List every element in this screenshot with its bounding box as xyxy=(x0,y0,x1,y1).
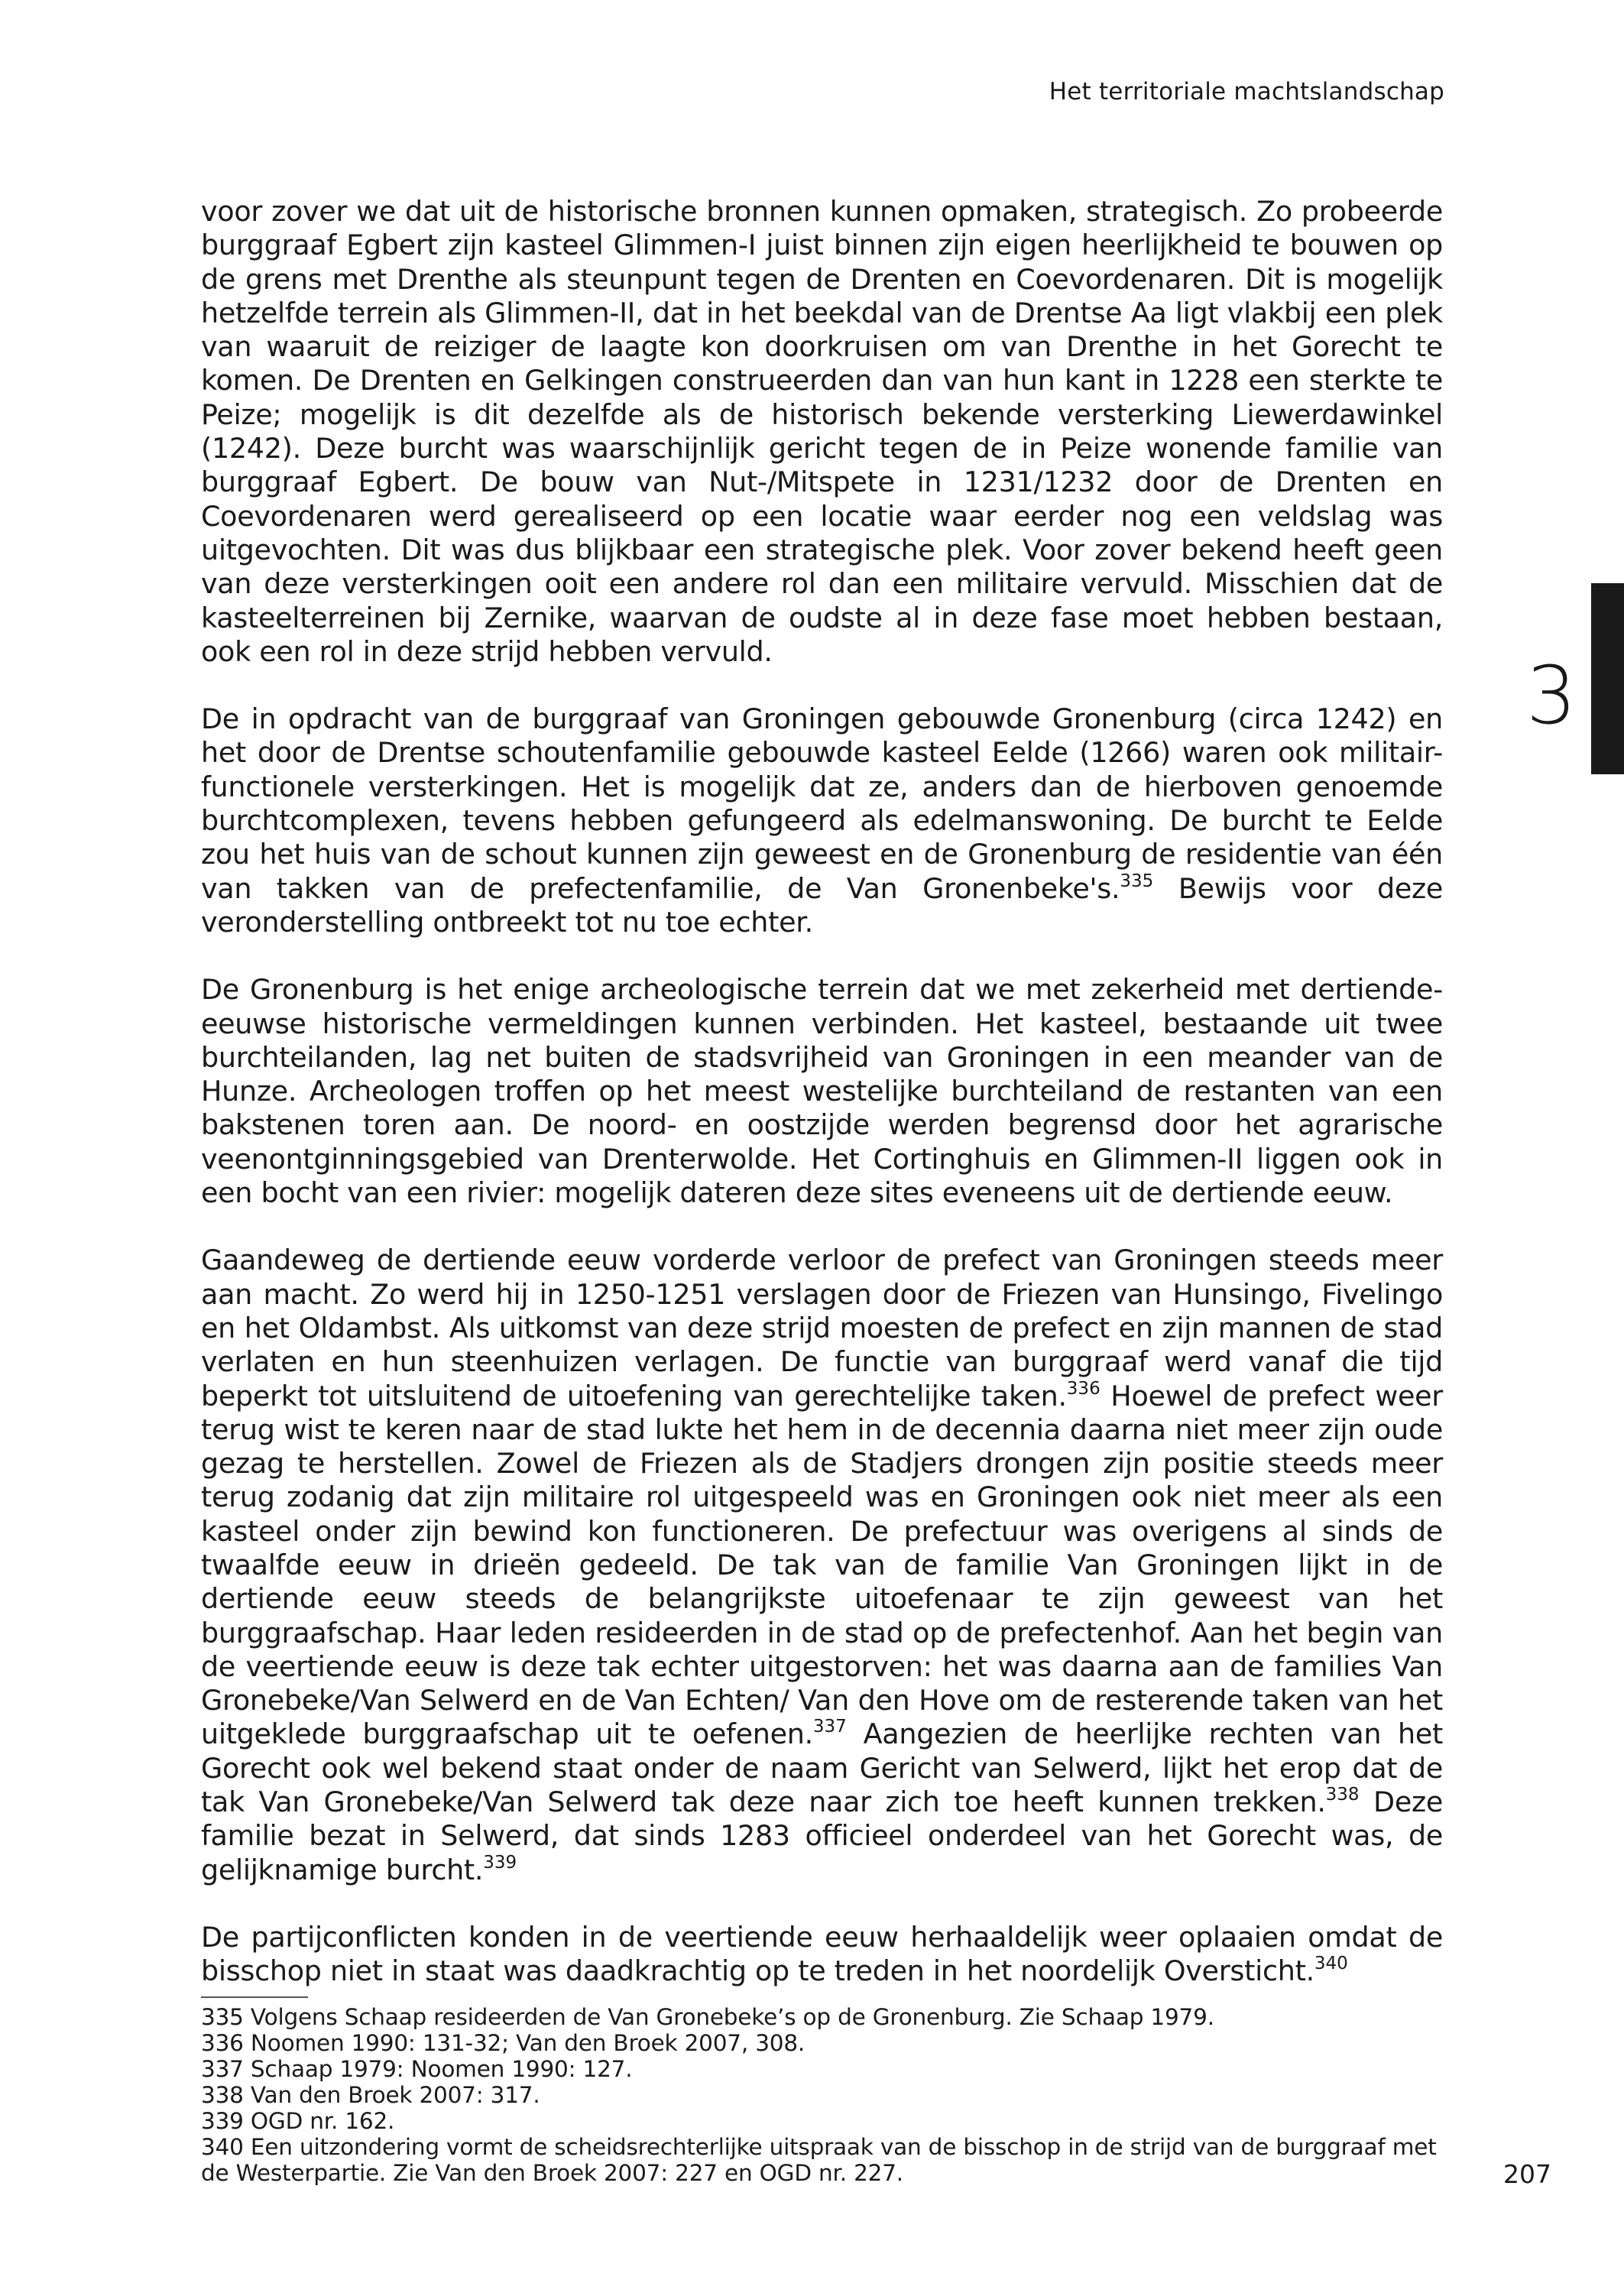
paragraph-2: De in opdracht van de burggraaf van Groningen gebouwde Gronenburg (circa 1242) en het door de Drentse schoutenfamilie gebouwde kasteel Eelde (1266) waren ook militair-functionele versterkingen. Het is mogelijk dat ze, anders dan de hierboven genoemde burchtcomplexen, tevens hebben gefungeerd als edelmanswoning. De burcht te Eelde zou het huis van de schout kunnen zijn geweest en de Gronenburg de residentie van één van takken van de prefectenfamilie, de Van Gronenbeke's.$^{335}$ Bewijs voor deze veronderstelling ontbreekt tot nu toe echter. xyxy=(201,702,1443,939)
paragraph-1: voor zover we dat uit de historische bronnen kunnen opmaken, strategisch. Zo probeerde burggraaf Egbert zijn kasteel Glimmen-I juist binnen zijn eigen heerlijkheid te bouwen op de grens met Drenthe als steunpunt tegen de Drenten en Coevordenaren. Dit is mogelijk hetzelfde terrein als Glimmen-II, dat in het beekdal van de Drentse Aa ligt vlakbij een plek van waaruit de reiziger de laagte kon doorkruisen om van Drenthe in het Gorecht te komen. De Drenten en Gelkingen construeerden dan van hun kant in 1228 een sterkte te Peize; mogelijk is dit dezelfde als de historisch bekende versterking Liewerdawinkel (1242). Deze burcht was waarschijnlijk gericht tegen de in Peize wonende familie van burggraaf Egbert. De bouw van Nut-/Mitspete in 1231/1232 door de Drenten en Coevordenaren werd gerealiseerd op een locatie waar eerder nog een veldslag was uitgevochten. Dit was dus blijkbaar een strategische plek. Voor zover bekend heeft geen van deze versterkingen ooit een andere rol dan een militaire vervuld. Misschien dat de kasteelterreinen bij Zernike, waarvan de oudste al in deze fase moet hebben bestaan, ook een rol in deze strijd hebben vervuld. xyxy=(201,195,1443,668)
footnote-ref-339: 339 xyxy=(483,1852,517,1873)
footnote-divider xyxy=(201,1996,308,1998)
paragraph-4: Gaandeweg de dertiende eeuw vorderde verloor de prefect van Groningen steeds meer aan macht. Zo werd hij in 1250-1251 verslagen door de Friezen van Hunsingo, Fivelingo en het Oldambst. Als uitkomst van deze strijd moesten de prefect en zijn mannen de stad verlaten en hun steenhuizen verlagen. De functie van burggraaf werd vanaf die tijd beperkt tot uitsluitend de uitoefening van gerechtelijke taken.$^{336}$ Hoewel de prefect weer terug wist te keren naar de stad lukte het hem in de decennia daarna niet meer zijn oude gezag te herstellen. Zowel de Friezen als de Stadjers drongen zijn positie steeds meer terug zodanig dat zijn militaire rol uitgespeeld was en Groningen ook niet meer als een kasteel onder zijn bewind kon functioneren. De prefectuur was overigens al sinds de twaalfde eeuw in drieën gedeeld. De tak van de familie Van Groningen lijkt in de dertiende eeuw steeds de belangrijkste uitoefenaar te zijn geweest van het burggraafschap. Haar leden resideerden in de stad op de prefectenhof. Aan het begin van de veertiende eeuw is deze tak echter uitgestorven: het was daarna aan de families Van Gronebeke/Van Selwerd en de Van Echten/ Van den Hove om de resterende taken van het uitgeklede burggraafschap uit te oefenen.$^{337}$ Aangezien de heerlijke rechten van het Gorecht ook wel bekend staat onder de naam Gericht van Selwerd, lijkt het erop dat de tak Van Gronebeke/Van Selwerd tak deze naar zich toe heeft kunnen trekken.$^{338}$ Deze familie bezat in Selwerd, dat sinds 1283 officieel onderdeel van het Gorecht was, de gelijknamige burcht.$^{339}$ xyxy=(201,1244,1443,1886)
footnote: 337 Schaap 1979: Noomen 1990: 127. xyxy=(201,2055,633,2082)
footnote: 335 Volgens Schaap resideerden de Van Gronebeke’s op de Gronenburg. Zie Schaap 1979. xyxy=(201,2003,1214,2030)
footnote: 338 Van den Broek 2007: 317. xyxy=(201,2081,540,2108)
paragraph-3: De Gronenburg is het enige archeologische terrein dat we met zekerheid met dertiende-eeuwse historische vermeldingen kunnen verbinden. Het kasteel, bestaande uit twee burchteilanden, lag net buiten de stadsvrijheid van Groningen in een meander van de Hunze. Archeologen troffen op het meest westelijke burchteiland de restanten van een bakstenen toren aan. De noord- en oostzijde werden begrensd door het agrarische veenontginningsgebied van Drenterwolde. Het Cortinghuis en Glimmen-II liggen ook in een bocht van een rivier: mogelijk dateren deze sites eveneens uit de dertiende eeuw. xyxy=(201,973,1443,1210)
chapter-number: 3 xyxy=(1525,649,1577,742)
chapter-tab-marker xyxy=(1591,583,1624,774)
footnote-ref-337: 337 xyxy=(812,1717,847,1737)
footnote-ref-338: 338 xyxy=(1325,1785,1360,1805)
footnote: 339 OGD nr. 162. xyxy=(201,2107,395,2134)
footnote-ref-335: 335 xyxy=(1120,871,1154,891)
page-number: 207 xyxy=(1503,2159,1551,2189)
footnote-ref-336: 336 xyxy=(1066,1378,1100,1399)
paragraph-5: De partijconflicten konden in de veertiende eeuw herhaaldelijk weer oplaaien omdat de bisschop niet in staat was daadkrachtig op te treden in het noordelijk Oversticht.$^{340}$ xyxy=(201,1920,1443,1988)
footnote: 340 Een uitzondering vormt de scheidsrechterlijke uitspraak van de bisschop in de strijd van de burggraaf met de Westerpartie. Zie Van den Broek 2007: 227 en OGD nr. 227. xyxy=(201,2133,1437,2186)
footnote-ref-340: 340 xyxy=(1314,1954,1348,1974)
running-header: Het territoriale machtslandschap xyxy=(1049,78,1444,105)
main-text xyxy=(201,195,1443,2186)
footnotes xyxy=(201,2004,1443,2186)
footnote: 336 Noomen 1990: 131-32; Van den Broek 2007, 308. xyxy=(201,2029,806,2056)
